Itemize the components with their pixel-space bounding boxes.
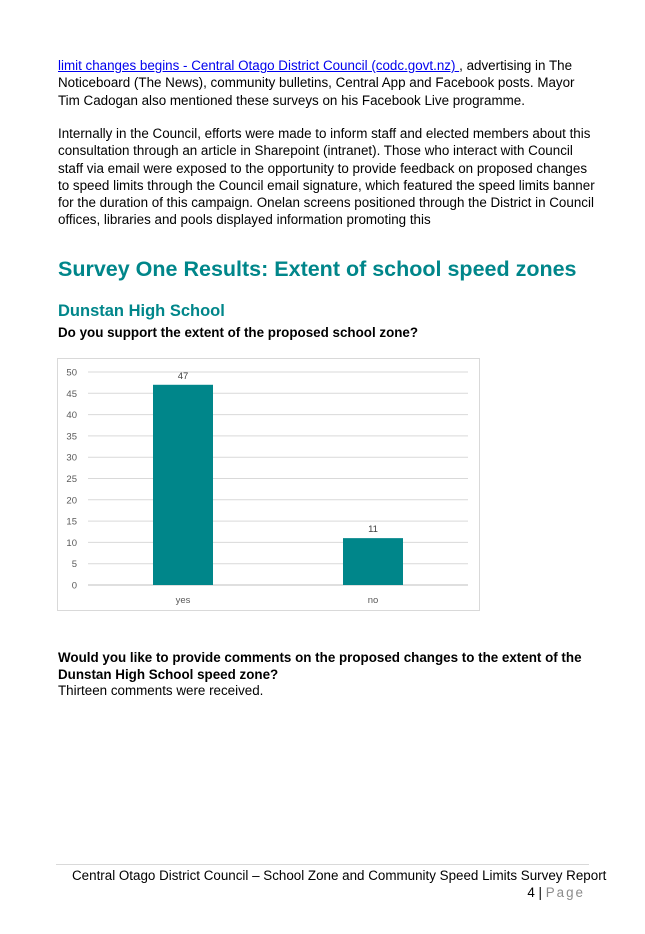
comments-note: Thirteen comments were received. — [58, 683, 264, 698]
bar-no — [343, 538, 403, 585]
y-tick-label: 0 — [71, 580, 77, 592]
x-category-label: no — [367, 595, 379, 606]
data-label: 47 — [177, 370, 189, 382]
page-number-value: 4 — [527, 885, 535, 900]
footer-title: Central Otago District Council – School Zone and Community Speed Limits Survey Report — [72, 868, 607, 883]
question-comments: Would you like to provide comments on the proposed changes to the extent of the Dunstan High School speed zone? — [58, 650, 582, 683]
data-label: 11 — [368, 524, 378, 536]
y-tick-label: 15 — [66, 516, 77, 528]
y-tick-label: 50 — [66, 367, 77, 379]
page-word: Page — [545, 885, 585, 900]
y-tick-label: 20 — [66, 495, 77, 507]
section-heading: Survey One Results: Extent of school speed zones — [58, 257, 577, 281]
y-tick-label: 10 — [66, 537, 77, 549]
chart-container — [57, 358, 480, 611]
page-number — [527, 885, 585, 900]
intro-paragraph — [58, 57, 598, 109]
bar-chart — [58, 359, 481, 612]
footer-divider — [56, 864, 589, 865]
intro-text: , advertising in The Noticeboard (The News), community bulletins, Central App and Facebook posts. Mayor Tim Cadogan also mentioned these surveys on his Facebook Live programme. — [58, 58, 575, 108]
question-support: Do you support the extent of the proposed school zone? — [58, 325, 419, 340]
y-tick-label: 30 — [66, 452, 77, 464]
bar-yes — [153, 385, 213, 585]
y-tick-label: 25 — [66, 474, 77, 485]
y-tick-label: 45 — [66, 388, 77, 400]
y-tick-label: 35 — [66, 431, 77, 443]
internal-paragraph: Internally in the Council, efforts were made to inform staff and elected members about this consultation through an article in Sharepoint (intranet). Those who interact with Council staff via email were exposed to the opportunity to provide feedback on proposed changes to speed limits through the Council email signature, which featured the speed limits banner for the duration of this campaign. Onelan screens positioned through the District in Council offices, libraries and pools displayed information promoting this — [58, 126, 595, 228]
y-tick-label: 5 — [71, 559, 77, 571]
page-separator: | — [534, 885, 546, 900]
subsection-heading: Dunstan High School — [58, 302, 225, 320]
y-tick-label: 40 — [66, 410, 77, 422]
survey-link[interactable]: limit changes begins - Central Otago District Council (codc.govt.nz) — [58, 58, 460, 73]
x-category-label: yes — [175, 595, 191, 606]
